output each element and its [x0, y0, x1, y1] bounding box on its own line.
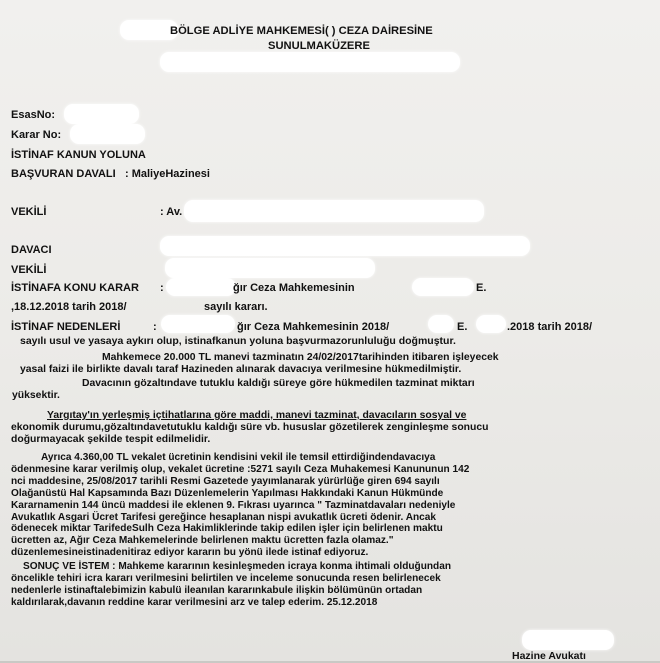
redaction-vekili2: [165, 258, 375, 278]
redaction-konu-court: [166, 278, 236, 296]
paragraph-4-line: Ayrıca 4.360,00 TL vekalet ücretinin kendisini vekil ile temsil ettirdiğindendavacıya: [41, 452, 436, 463]
konu-label: İSTİNAFA KONU KARAR: [11, 282, 139, 294]
konu-colon: :: [160, 282, 164, 294]
neden-e: E.: [457, 321, 468, 333]
paragraph-3-line: doğurmayacak şekilde tespit edilmelidir.: [11, 434, 211, 446]
court-header-line1: BÖLGE ADLİYE MAHKEMESİ( ) CEZA DAİRESİNE: [170, 25, 433, 37]
redaction-vekili: [184, 200, 484, 222]
paragraph-5-line: kaldırılarak,davanın reddine karar verilmesini arz ve talep ederim. 25.12.2018: [11, 596, 378, 608]
paragraph-4-line: Kararnamenin 144 üncü maddesi ile eklenen 9. Fıkrası uyarınca " Tazminatdavaları nedeniyle: [11, 499, 456, 511]
esas-no-label: EsasNo:: [11, 109, 56, 121]
paragraph-3: [11, 410, 489, 447]
konu-court: ğır Ceza Mahkemesinin: [233, 282, 355, 294]
neden-date: .2018 tarih 2018/: [507, 321, 593, 333]
paragraph-4-line: ödenecek miktar TarifedeSulh Ceza Hakimliklerinde takip edilen işler için belirlenen maktu: [11, 523, 443, 535]
konu-date: ,18.12.2018 tarih 2018/: [11, 301, 127, 313]
vekili-label: VEKİLİ: [11, 206, 47, 218]
istinaf-title: İSTİNAF KANUN YOLUNA: [11, 149, 146, 161]
konu-sayili: sayılı kararı.: [204, 301, 268, 313]
paragraph-5: [11, 561, 451, 609]
karar-no-label: Karar No:: [11, 129, 62, 141]
paragraph-1-line: Mahkemece 20.000 TL manevi tazminatın 24/02/2017tarihinden itibaren işleyecek: [102, 352, 499, 363]
basvuran-label: BAŞVURAN DAVALI: [11, 168, 116, 180]
paragraph-4-line: Avukatlık Asgari Ücret Tarifesi gereğince hesaplanan nispi avukatlık ücreti ödenir. Ancak: [11, 511, 437, 523]
paragraph-4-line: ödenmesine karar verilmiş olup, vekalet ücretine :5271 sayılı Ceza Muhakemesi Kanununun 142: [11, 463, 470, 475]
redaction-neden-number: [428, 315, 454, 333]
paragraph-1-line: yasal faizi ile birlikte davalı taraf Hazineden alınarak davacıya verilmesine hükmedilmiştir.: [20, 364, 462, 376]
vekili2-label: VEKİLİ: [11, 264, 47, 276]
neden-court: ğır Ceza Mahkemesinin 2018/: [237, 321, 390, 333]
paragraph-4-line: nci maddesine, 25/08/2017 tarihli Resmi Gazetede yayımlanarak yürürlüğe giren 694 sayılı: [11, 475, 440, 487]
paragraph-5-line: öncelikle tehiri icra kararı verilmesini belirtilen ve inceleme sonucunda resen belirlenecek: [11, 572, 441, 584]
konu-e: E.: [476, 282, 487, 294]
neden-label: İSTİNAF NEDENLERİ: [11, 321, 121, 333]
paragraph-2-line: yüksektir.: [12, 390, 60, 402]
redaction-davaci: [160, 236, 530, 256]
redaction-neden-date: [476, 315, 506, 333]
paragraph-2: [12, 378, 475, 402]
paragraph-2-line: Davacının gözaltındave tutuklu kaldığı süreye göre hükmedilen tazminat miktarı: [82, 378, 475, 389]
court-header-line2: SUNULMAKÜZERE: [268, 40, 370, 52]
redaction-signature-name: [522, 630, 614, 650]
paragraph-1: [20, 352, 499, 376]
redaction-header-line3: [160, 52, 460, 72]
redaction-neden-court: [161, 315, 235, 333]
vekili-value: : Av.: [160, 206, 183, 218]
paragraph-4: [11, 452, 469, 559]
signature-label: Hazine Avukatı: [512, 650, 586, 662]
paragraph-4-line: ücretten az, Ağır Ceza Mahkemelerinde belirlenen maktu ücretten fazla olamaz.": [11, 535, 394, 547]
davaci-label: DAVACI: [11, 244, 52, 256]
paragraph-4-line: düzenlemesineistinadenitiraz ediyor kararın bu yönü ilede istinaf ediyoruz.: [11, 547, 369, 559]
paragraph-3-line: Yargıtay'ın yerleşmiş içtihatlarına göre maddi, manevi tazminat, davacıların sosyal ve: [47, 410, 467, 421]
redaction-konu-number: [412, 278, 474, 296]
paragraph-5-line: SONUÇ VE İSTEM : Mahkeme kararının kesinleşmeden icraya konma ihtimali olduğundan: [23, 561, 451, 572]
neden-colon: :: [153, 321, 157, 333]
neden-line2: sayılı usul ve yasaya aykırı olup, istinafkanun yoluna başvurmazorunluluğu doğmuştur.: [20, 335, 456, 347]
redaction-esas-no: [64, 104, 139, 124]
redaction-karar-no: [70, 124, 145, 144]
paragraph-4-line: Olağanüstü Hal Kapsamında Bazı Düzenlemelerin Yapılması Hakkındaki Kanun Hükmünde: [11, 487, 444, 499]
paragraph-5-line: nedenlerle istinaftalebimizin kabulü ileanılan kararınkabule ilişkin bölümünün ortadan: [11, 584, 423, 596]
paragraph-3-line: ekonomik durumu,gözaltındavetutuklu kaldığı süre vb. hususlar gözetilerek zenginleşme sonucu: [11, 422, 489, 434]
basvuran-value: : MaliyeHazinesi: [125, 168, 210, 180]
